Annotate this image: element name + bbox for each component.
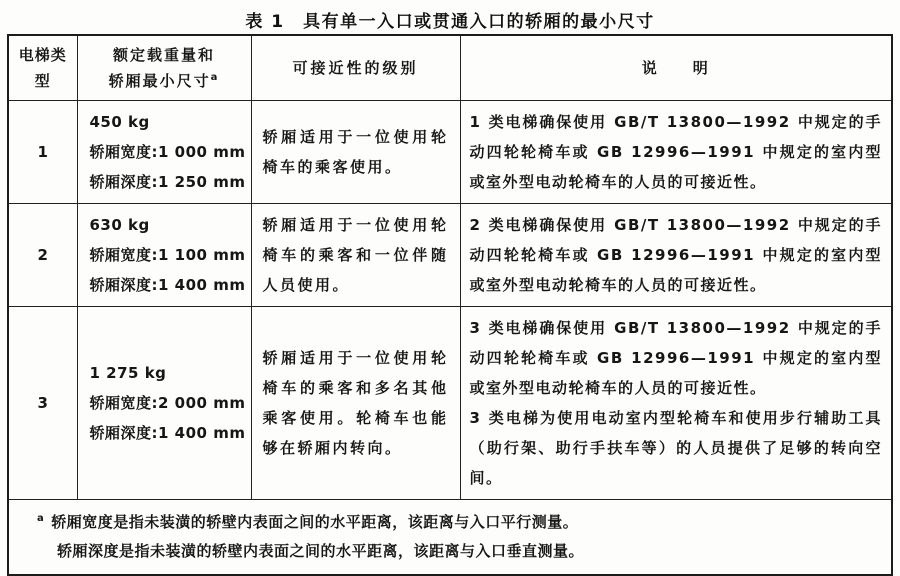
cell-footnote — [8, 499, 892, 575]
cell-description-3 — [460, 306, 892, 499]
cell-description-1 — [460, 100, 892, 203]
spec-car-depth: 轿厢深度:1 400 mm — [89, 275, 246, 294]
description-paragraph: 2 类电梯确保使用 GB/T 13800—1992 中规定的手动四轮轮椅车或 GB 12996—1991 中规定的室内型或室外型电动轮椅车的人员的可接近性。 — [469, 215, 882, 294]
footnote-marker-superscript: a — [37, 512, 45, 524]
spec-car-depth: 轿厢深度:1 250 mm — [89, 172, 246, 191]
spec-load: 450 kg — [89, 112, 150, 131]
cell-specs-1 — [77, 100, 251, 203]
footnote-line-1-text: 轿厢宽度是指未装潢的轿壁内表面之间的水平距离，该距离与入口平行测量。 — [51, 512, 579, 531]
elevator-car-dimensions-table — [7, 34, 893, 576]
header-rated-load-line1: 额定载重量和 — [112, 45, 215, 64]
table-row — [8, 203, 892, 306]
cell-type-2: 2 — [8, 203, 77, 306]
footnote-line-2 — [37, 537, 881, 566]
spec-car-width: 轿厢宽度:1 100 mm — [89, 245, 246, 264]
header-rated-load-line2-text: 轿厢最小尺寸 — [108, 71, 211, 90]
cell-type-1: 1 — [8, 100, 77, 203]
header-description: 说 明 — [460, 35, 892, 100]
cell-specs-2 — [77, 203, 251, 306]
spec-car-width: 轿厢宽度:2 000 mm — [89, 393, 246, 412]
table-row — [8, 306, 892, 499]
table-row — [8, 100, 892, 203]
header-rated-load — [77, 35, 251, 100]
description-paragraph: 1 类电梯确保使用 GB/T 13800—1992 中规定的手动四轮轮椅车或 GB 12996—1991 中规定的室内型或室外型电动轮椅车的人员的可接近性。 — [469, 112, 882, 191]
cell-type-3: 3 — [8, 306, 77, 499]
spec-car-width: 轿厢宽度:1 000 mm — [89, 142, 246, 161]
description-paragraph: 3 类电梯确保使用 GB/T 13800—1992 中规定的手动四轮轮椅车或 GB 12996—1991 中规定的室内型或室外型电动轮椅车的人员的可接近性。 — [469, 318, 882, 397]
cell-accessibility-3: 轿厢适用于一位使用轮椅车的乘客和多名其他乘客使用。轮椅车也能够在轿厢内转向。 — [251, 306, 460, 499]
table-footnote-row — [8, 499, 892, 575]
header-accessibility-level: 可接近性的级别 — [251, 35, 460, 100]
cell-description-2 — [460, 203, 892, 306]
cell-specs-3 — [77, 306, 251, 499]
table-title: 表 1 具有单一入口或贯通入口的轿厢的最小尺寸 — [245, 12, 655, 32]
footnote-line-1 — [37, 508, 881, 537]
footnote-ref-superscript: a — [210, 71, 220, 83]
description-paragraph: 3 类电梯为使用电动室内型轮椅车和使用步行辅助工具（助行架、助行手扶车等）的人员提供了足够的转向空间。 — [469, 408, 882, 487]
spec-car-depth: 轿厢深度:1 400 mm — [89, 423, 246, 442]
header-elevator-type: 电梯类型 — [8, 35, 77, 100]
table-header-row — [8, 35, 892, 100]
cell-accessibility-2: 轿厢适用于一位使用轮椅车的乘客和一位伴随人员使用。 — [251, 203, 460, 306]
spec-load: 630 kg — [89, 215, 150, 234]
footnote-line-2-text: 轿厢深度是指未装潢的轿壁内表面之间的水平距离，该距离与入口垂直测量。 — [57, 541, 585, 560]
cell-accessibility-1: 轿厢适用于一位使用轮椅车的乘客使用。 — [251, 100, 460, 203]
header-rated-load-line2 — [79, 68, 250, 94]
spec-load: 1 275 kg — [89, 363, 167, 382]
